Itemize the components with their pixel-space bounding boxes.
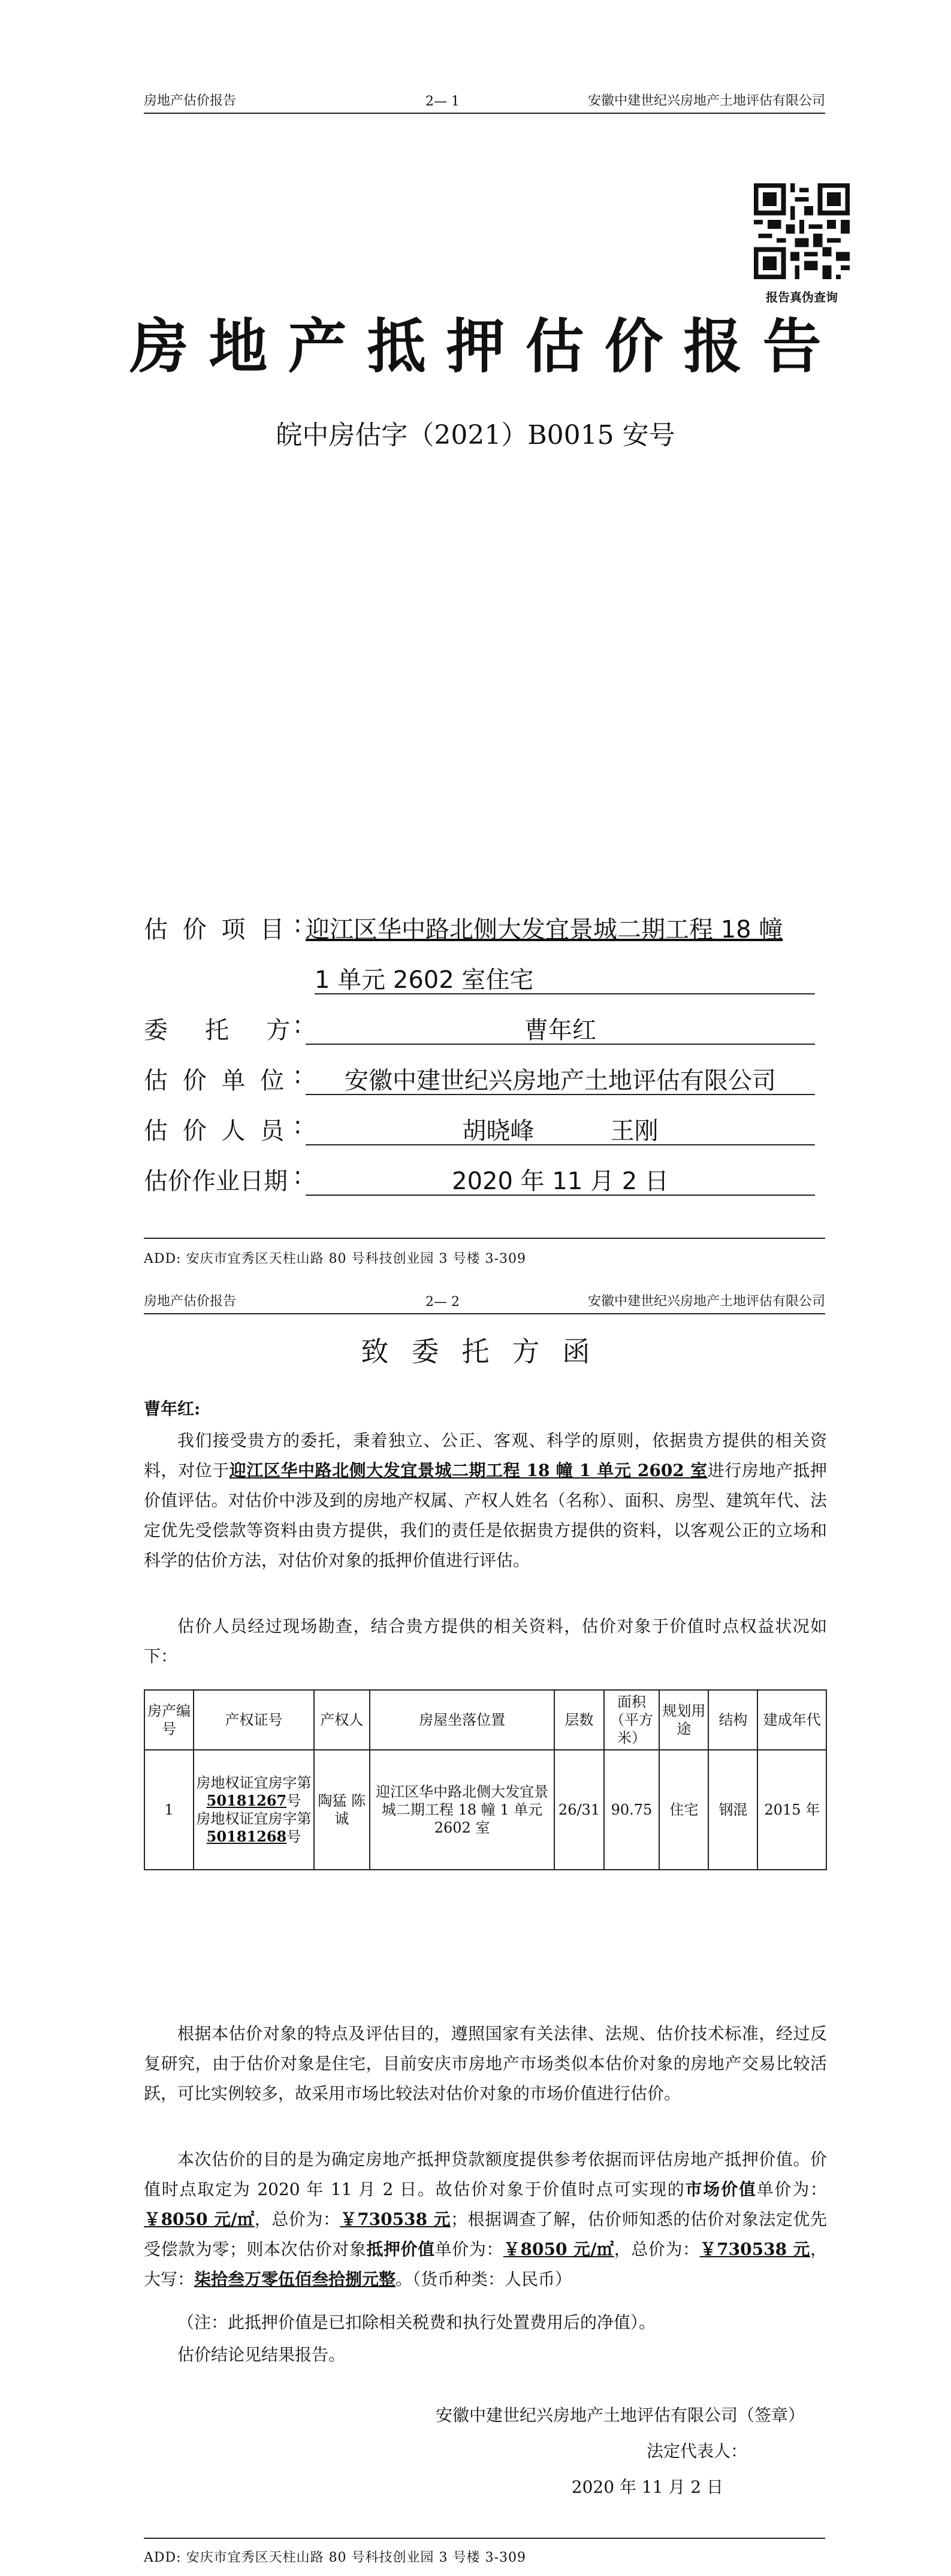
cell-owner: 陶猛 陈诚 <box>314 1750 370 1870</box>
footer-divider <box>144 2538 825 2539</box>
date-value: 2020 年 11 月 2 日 <box>306 1162 815 1196</box>
field-label: 估 价 项 目 <box>144 916 288 944</box>
client-value: 曹年红 <box>306 1011 815 1045</box>
paragraph-2: 估价人员经过现场勘查，结合贵方提供的相关资料，估价对象于价值时点权益状况如下： <box>144 1616 827 1666</box>
table-header-row <box>144 1690 826 1750</box>
field-label: 委 托 方 <box>144 1017 294 1044</box>
cell-area: 90.75 <box>604 1750 660 1870</box>
footer-divider <box>144 1238 825 1239</box>
page-header <box>144 1292 825 1314</box>
header-company: 安徽中建世纪兴房地产土地评估有限公司 <box>587 1294 825 1309</box>
field-project-line2 <box>144 961 815 1011</box>
table-header: 结构 <box>708 1690 757 1750</box>
report-title: 房地产抵押估价报告 <box>129 312 842 381</box>
signature-company: 安徽中建世纪兴房地产土地评估有限公司（签章） <box>435 2405 805 2425</box>
table-header: 规划用途 <box>659 1690 708 1750</box>
appraiser-org-value: 安徽中建世纪兴房地产土地评估有限公司 <box>306 1062 815 1095</box>
footer-address: ADD: 安庆市宜秀区天柱山路 80 号科技创业园 3 号楼 3-309 <box>144 1251 526 1266</box>
project-value-line2: 1 单元 2602 室住宅 <box>315 961 815 994</box>
signature-date: 2020 年 11 月 2 日 <box>571 2477 723 2497</box>
field-label: 估价作业日期 <box>144 1168 288 1195</box>
field-label: 估 价 人 员 <box>144 1117 288 1145</box>
appraisers-value: 胡晓峰 王刚 <box>306 1112 815 1145</box>
table-row <box>144 1750 826 1870</box>
signature-representative: 法定代表人： <box>646 2441 747 2461</box>
header-page-number: 2— 1 <box>425 94 460 109</box>
property-table <box>144 1689 827 1870</box>
amount-in-words: 柒拾叁万零伍佰叁拾捌元整 <box>194 2269 396 2289</box>
field-label: 估 价 单 位 <box>144 1067 288 1095</box>
letter-title: 致委托方函 <box>361 1335 613 1368</box>
qr-caption: 报告真伪查询 <box>766 290 838 304</box>
paragraph-3: 根据本估价对象的特点及评估目的，遵照国家有关法律、法规、估价技术标准，经过反复研究，由于估价对象是住宅，目前安庆市房地产市场类似本估价对象的房地产交易比较活跃，可比实例较多，故采用市场比较法对估价对象的市场价值进行估价。 <box>144 2024 827 2103</box>
paragraph-1: 我们接受贵方的委托，秉着独立、公正、客观、科学的原则，依据贵方提供的相关资料，对位于迎江区华中路北侧大发宜景城二期工程 18 幢 1 单元 2602 室进行房地产抵押价值评估。对估价中涉及到的房地产权属、产权人姓名（名称）、面积、房型、建筑年代、法定优先受偿款等资料由贵方提供，我们的责任是依据贵方提供的资料，以客观公正的立场和科学的估价方法，对估价对象的抵押价值进行评估。 <box>144 1431 827 1570</box>
cell-cert: 房地权证宜房字第 50181267号 房地权证宜房字第 50181268号 <box>194 1750 314 1870</box>
cell-structure: 钢混 <box>708 1750 757 1870</box>
paragraph-5: （注：此抵押价值是已扣除相关税费和执行处置费用后的净值）。 <box>177 2312 656 2332</box>
qr-code-icon[interactable] <box>754 183 850 279</box>
footer-address: ADD: 安庆市宜秀区天柱山路 80 号科技创业园 3 号楼 3-309 <box>144 2550 526 2565</box>
page-header <box>144 91 825 114</box>
project-value: 迎江区华中路北侧大发宜景城二期工程 18 幢 <box>306 916 783 944</box>
field-project: 估 价 项 目 : 迎江区华中路北侧大发宜景城二期工程 18 幢 <box>144 911 815 961</box>
paragraph-4: 本次估价的目的是为确定房地产抵押贷款额度提供参考依据而评估房地产抵押价值。价值时点取定为 2020 年 11 月 2 日。故估价对象于价值时点可实现的市场价值单价为：￥8050 元/㎡，总价为：￥730538 元；根据调查了解，估价师知悉的估价对象法定优先受偿款为零；则本次估价对象抵押价值单价为：￥8050 元/㎡，总价为：￥730538 元，大写：柒拾叁万零伍佰叁拾捌元整。（货币种类：人民币） <box>144 2149 827 2289</box>
cell-floor: 26/31 <box>554 1750 603 1870</box>
cell-year: 2015 年 <box>757 1750 826 1870</box>
field-appraisers: 估 价 人 员 : 胡晓峰 王刚 <box>144 1112 815 1162</box>
table-header: 层数 <box>554 1690 603 1750</box>
cell-use: 住宅 <box>659 1750 708 1870</box>
field-appraiser-org: 估 价 单 位 : 安徽中建世纪兴房地产土地评估有限公司 <box>144 1062 815 1112</box>
market-total-price: ￥730538 元 <box>340 2209 451 2229</box>
paragraph-6: 估价结论见结果报告。 <box>177 2345 346 2365</box>
cover-info <box>144 911 815 1213</box>
table-header: 产权证号 <box>194 1690 314 1750</box>
table-header: 面积（平方米） <box>604 1690 660 1750</box>
header-company: 安徽中建世纪兴房地产土地评估有限公司 <box>587 93 825 108</box>
property-address: 迎江区华中路北侧大发宜景城二期工程 18 幢 1 单元 2602 室 <box>229 1461 708 1480</box>
table-header: 房产编号 <box>144 1690 194 1750</box>
document-number: 皖中房估字（2021）B0015 安号 <box>276 420 675 451</box>
cell-location: 迎江区华中路北侧大发宜景城二期工程 18 幢 1 单元 2602 室 <box>370 1750 555 1870</box>
cell-no: 1 <box>144 1750 194 1870</box>
field-client: 委 托 方 : 曹年红 <box>144 1011 815 1062</box>
field-date: 估价作业日期 : 2020 年 11 月 2 日 <box>144 1162 815 1213</box>
letter-page <box>0 1282 951 2576</box>
header-page-number: 2— 2 <box>425 1295 460 1310</box>
table-header: 产权人 <box>314 1690 370 1750</box>
market-unit-price: ￥8050 元/㎡ <box>144 2209 255 2229</box>
mortgage-total-price: ￥730538 元 <box>699 2239 810 2259</box>
header-left: 房地产估价报告 <box>144 1294 237 1309</box>
table-header: 房屋坐落位置 <box>370 1690 555 1750</box>
header-left: 房地产估价报告 <box>144 93 237 108</box>
cover-page <box>0 0 951 1282</box>
table-header: 建成年代 <box>757 1690 826 1750</box>
mortgage-unit-price: ￥8050 元/㎡ <box>503 2239 614 2259</box>
salutation: 曹年红: <box>144 1399 201 1419</box>
